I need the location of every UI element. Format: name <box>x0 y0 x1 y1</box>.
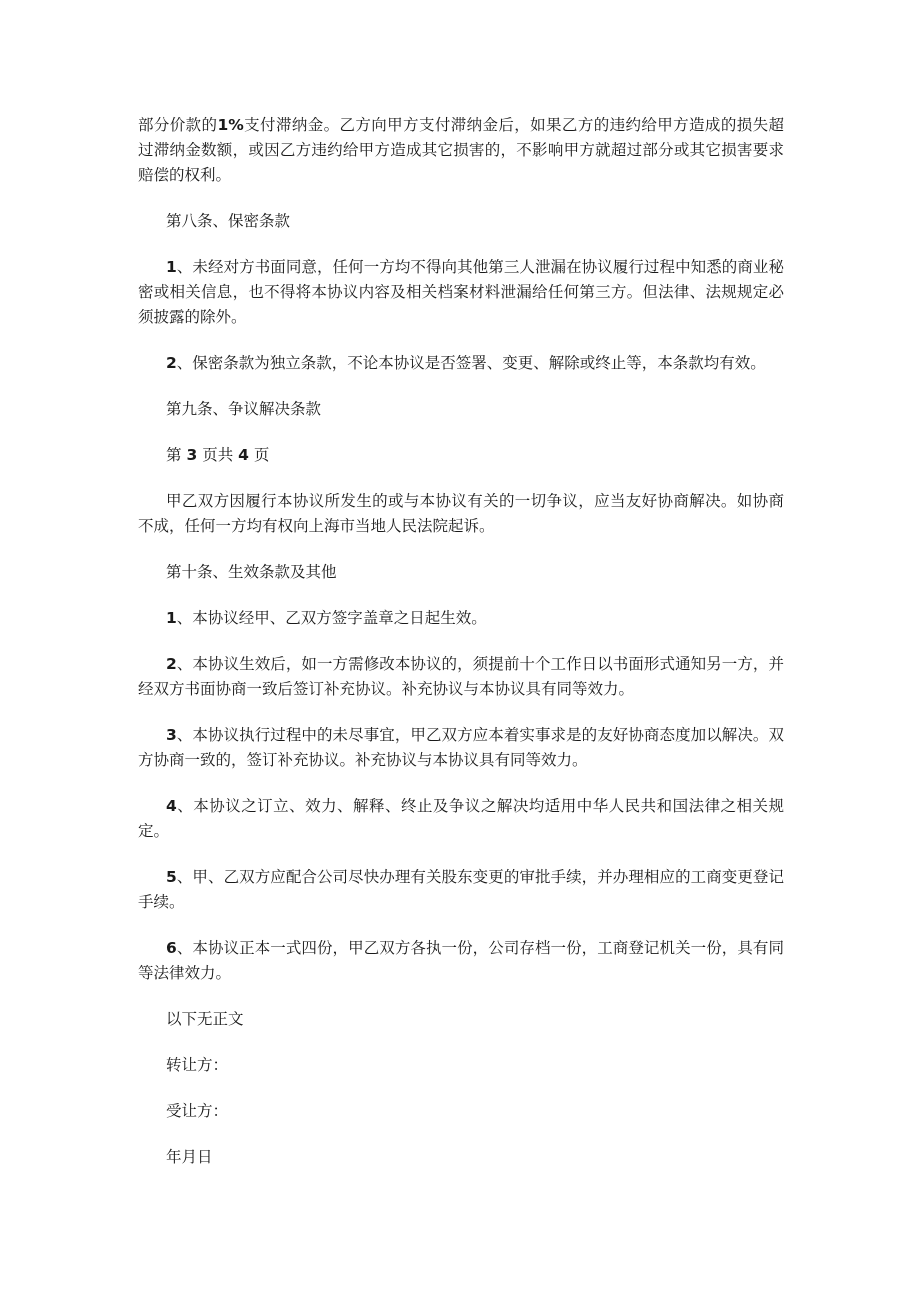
article-10-clause-5 <box>138 865 784 915</box>
clause-text: 、本协议正本一式四份，甲乙双方各执一份，公司存档一份，工商登记机关一份，具有同等法律效力。 <box>138 939 784 982</box>
clause-number: 1 <box>166 609 177 627</box>
article-10-clause-1 <box>138 606 784 631</box>
text-segment: 页共 <box>202 446 234 464</box>
article-10-clause-2 <box>138 652 784 702</box>
article-9-body: 甲乙双方因履行本协议所发生的或与本协议有关的一切争议，应当友好协商解决。如协商不成，任何一方均有权向上海市当地人民法院起诉。 <box>138 492 784 535</box>
article-10-clause-6 <box>138 936 784 986</box>
article-8-heading: 第八条、保密条款 <box>166 212 291 230</box>
article-10-clause-3 <box>138 723 784 773</box>
page-number-line <box>138 443 784 468</box>
article-10-heading: 第十条、生效条款及其他 <box>166 563 337 581</box>
clause-number: 2 <box>166 655 177 673</box>
end-of-text-note: 以下无正文 <box>166 1010 244 1028</box>
clause-text: 、本协议执行过程中的未尽事宜，甲乙双方应本着实事求是的友好协商态度加以解决。双方协商一致的，签订补充协议。补充协议与本协议具有同等效力。 <box>138 726 784 769</box>
clause-number: 4 <box>166 797 177 815</box>
clause-text: 、本协议经甲、乙双方签字盖章之日起生效。 <box>176 609 487 627</box>
clause-number: 2 <box>166 354 177 372</box>
article-10-clause-4 <box>138 794 784 844</box>
clause-number: 1 <box>166 258 177 276</box>
text-segment: 页 <box>253 446 270 464</box>
text-segment: 支付滞纳金。乙方向甲方支付滞纳金后，如果乙方的违约给甲方造成的损失超过滞纳金数额，或因乙方违约给甲方造成其它损害的，不影响甲方就超过部分或其它损害要求赔偿的权利。 <box>138 116 784 184</box>
article-8-clause-2 <box>138 351 784 376</box>
clause-number: 5 <box>166 868 177 886</box>
current-page-number: 3 <box>186 446 198 464</box>
date-line: 年月日 <box>166 1148 213 1166</box>
article-8-clause-1 <box>138 255 784 330</box>
clause-text: 、本协议之订立、效力、解释、终止及争议之解决均适用中华人民共和国法律之相关规定。 <box>138 797 784 840</box>
document-body <box>138 113 784 1170</box>
transferee-signature-label: 受让方： <box>166 1102 229 1120</box>
penalty-rate: 1% <box>217 116 244 134</box>
clause-text: 、甲、乙双方应配合公司尽快办理有关股东变更的审批手续，并办理相应的工商变更登记手续。 <box>138 868 784 911</box>
clause-text: 、保密条款为独立条款，不论本协议是否签署、变更、解除或终止等，本条款均有效。 <box>176 354 766 372</box>
clause-text: 、未经对方书面同意，任何一方均不得向其他第三人泄漏在协议履行过程中知悉的商业秘密或相关信息，也不得将本协议内容及相关档案材料泄漏给任何第三方。但法律、法规规定必须披露的除外。 <box>138 258 784 326</box>
transferor-signature-label: 转让方： <box>166 1056 229 1074</box>
clause-text: 、本协议生效后，如一方需修改本协议的，须提前十个工作日以书面形式通知另一方，并经双方书面协商一致后签订补充协议。补充协议与本协议具有同等效力。 <box>138 655 784 698</box>
clause-number: 6 <box>166 939 177 957</box>
total-page-number: 4 <box>238 446 249 464</box>
article-9-heading: 第九条、争议解决条款 <box>166 400 322 418</box>
paragraph-penalty-continued <box>138 113 784 188</box>
text-segment: 第 <box>166 446 182 464</box>
clause-number: 3 <box>166 726 177 744</box>
text-segment: 部分价款的 <box>138 116 218 134</box>
